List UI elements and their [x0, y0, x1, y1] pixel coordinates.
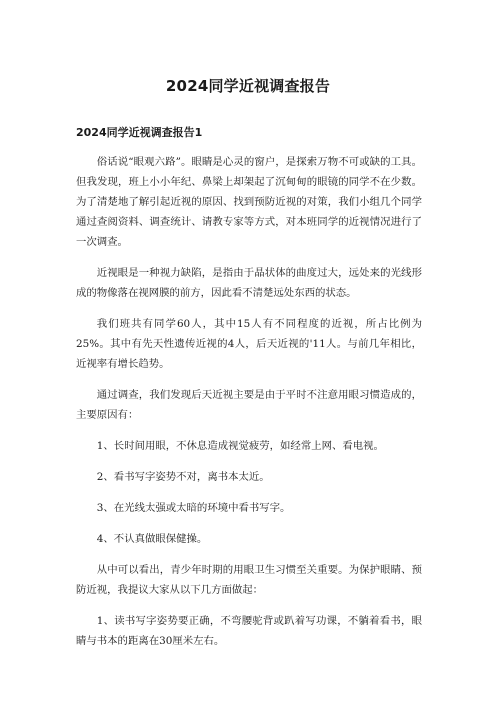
- list-item-cause-1: 1、长时间用眼，不休息造成视觉疲劳，如经常上网、看电视。: [96, 440, 384, 452]
- document-body: [76, 152, 422, 662]
- list-item-suggestion-1: 1、读书写字姿势要正确，不弯腰驼背或趴着写功课，不躺着看书，眼睛与书本的距离在30厘米左右。: [76, 615, 422, 647]
- list-item-cause-4: 4、不认真做眼保健操。: [96, 533, 208, 545]
- list-item-cause-2: 2、看书写字姿势不对，离书本太近。: [96, 471, 270, 483]
- paragraph-causes-intro: 通过调查，我们发现后天近视主要是由于平时不注意用眼习惯造成的，主要原因有：: [76, 389, 422, 421]
- list-item-cause-3: 3、在光线太强或太暗的环境中看书写字。: [96, 502, 291, 514]
- paragraph-suggestions-intro: 从中可以看出，青少年时期的用眼卫生习惯至关重要。为保护眼睛、预防近视，我提议大家从以下几方面做起：: [76, 564, 422, 596]
- paragraph-definition: 近视眼是一种视力缺陷，是指由于晶状体的曲度过大，远处来的光线形成的物像落在视网膜的前方，因此看不清楚远处东西的状态。: [76, 267, 422, 299]
- paragraph-statistics: 我们班共有同学60人，其中15人有不同程度的近视，所占比例为25%。其中有先天性遗传近视的4人，后天近视的'11人。与前几年相比，近视率有增长趋势。: [76, 318, 422, 370]
- section-heading: 2024同学近视调查报告1: [76, 126, 203, 139]
- document-title: 2024同学近视调查报告: [165, 77, 331, 95]
- paragraph-intro: 俗话说“眼观六路”。眼睛是心灵的窗户，是探索万物不可或缺的工具。但我发现，班上小小年纪、鼻梁上却架起了沉甸甸的眼镜的同学不在少数。为了清楚地了解引起近视的原因、找到预防近视的对策，我们小组几个同学通过查阅资料、调查统计、请教专家等方式，对本班同学的近视情况进行了一次调查。: [76, 156, 422, 248]
